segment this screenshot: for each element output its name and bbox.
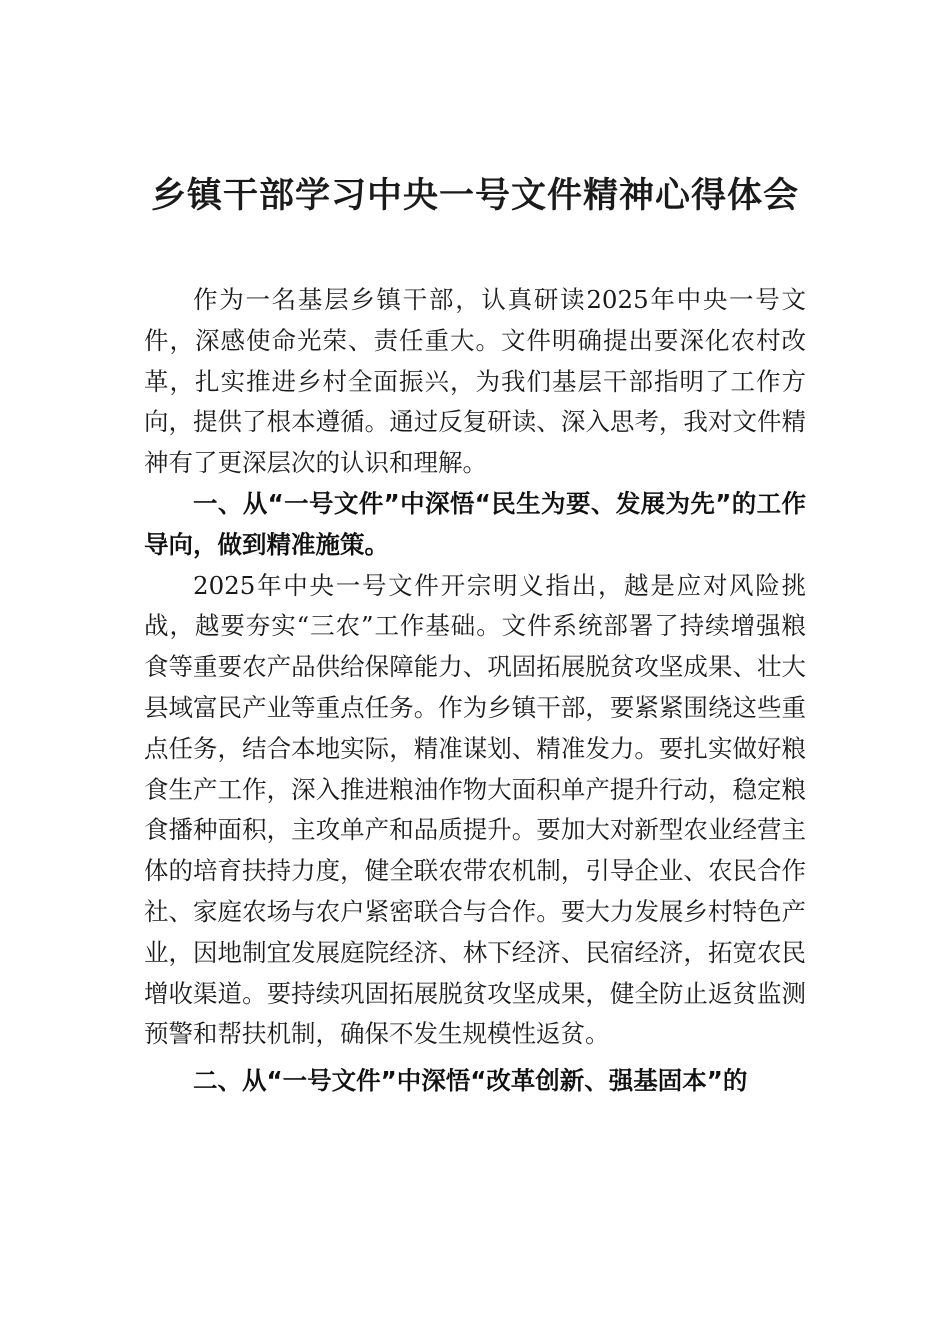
section-heading-1: 一、从“一号文件”中深悟“民生为要、发展为先”的工作导向，做到精准施策。: [144, 488, 806, 559]
document-title: 乡镇干部学习中央一号文件精神心得体会: [150, 175, 799, 216]
document-body: [144, 280, 806, 1102]
intro-paragraph: 作为一名基层乡镇干部，认真研读2025年中央一号文件，深感使命光荣、责任重大。文件明确提出要深化农村改革，扎实推进乡村全面振兴，为我们基层干部指明了工作方向，提供了根本遵循。通过反复研读、深入思考，我对文件精神有了更深层次的认识和理解。: [144, 285, 806, 478]
section-heading-2: 二、从“一号文件”中深悟“改革创新、强基固本”的: [193, 1066, 748, 1096]
section-1-paragraph: 2025年中央一号文件开宗明义指出，越是应对风险挑战，越要夯实“三农”工作基础。文件系统部署了持续增强粮食等重要农产品供给保障能力、巩固拓展脱贫攻坚成果、壮大县域富民产业等重点任务。作为乡镇干部，要紧紧围绕这些重点任务，结合本地实际，精准谋划、精准发力。要扎实做好粮食生产工作，深入推进粮油作物大面积单产提升行动，稳定粮食播种面积，主攻单产和品质提升。要加大对新型农业经营主体的培育扶持力度，健全联农带农机制，引导企业、农民合作社、家庭农场与农户紧密联合与合作。要大力发展乡村特色产业，因地制宜发展庭院经济、林下经济、民宿经济，拓宽农民增收渠道。要持续巩固拓展脱贫攻坚成果，健全防止返贫监测预警和帮扶机制，确保不发生规模性返贫。: [144, 570, 806, 1049]
